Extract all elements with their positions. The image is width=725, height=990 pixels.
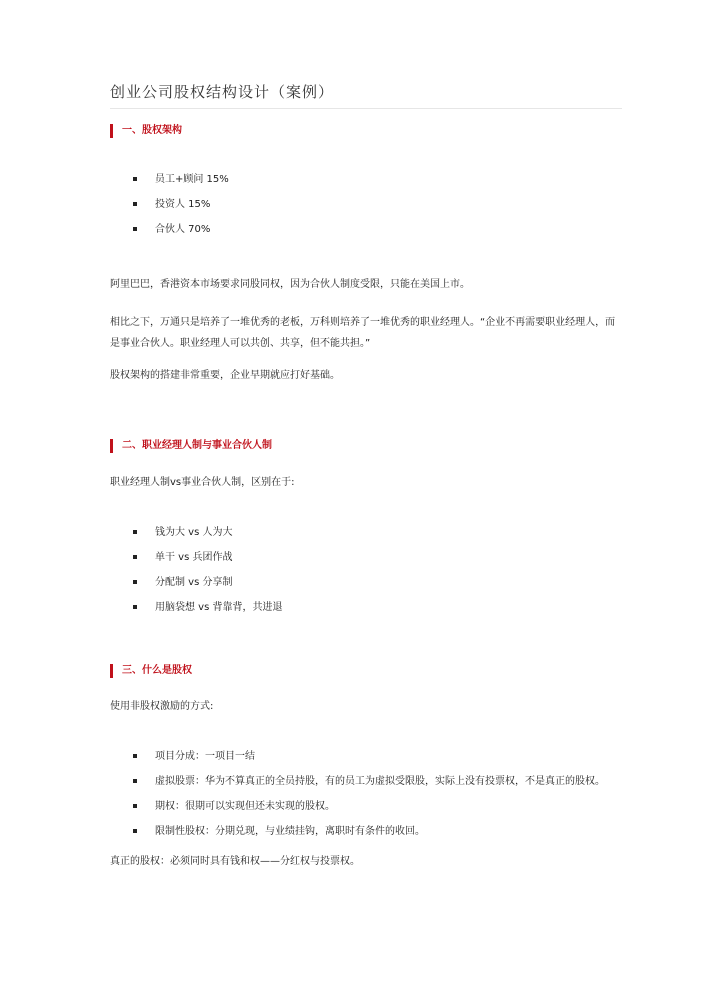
list-item: 用脑袋想 vs 背靠背，共进退 bbox=[110, 601, 622, 626]
equity-split-list bbox=[110, 173, 622, 248]
section-heading-equity-structure: 一、股权架构 bbox=[110, 124, 182, 138]
non-equity-incentive-list bbox=[110, 750, 622, 850]
list-item: 期权：很期可以实现但还未实现的股权。 bbox=[110, 800, 622, 825]
list-item: 分配制 vs 分享制 bbox=[110, 576, 622, 601]
bullet-icon bbox=[133, 804, 137, 808]
list-item: 限制性股权：分期兑现，与业绩挂钩，离职时有条件的收回。 bbox=[110, 825, 622, 850]
bullet-icon bbox=[133, 779, 137, 783]
list-item: 员工+顾问 15% bbox=[110, 173, 622, 198]
bullet-icon bbox=[133, 605, 137, 609]
bullet-icon bbox=[133, 580, 137, 584]
list-item: 虚拟股票：华为不算真正的全员持股，有的员工为虚拟受限股，实际上没有投票权，不是真正的股权。 bbox=[110, 775, 622, 800]
bullet-icon bbox=[133, 227, 137, 231]
paragraph-alibaba: 阿里巴巴，香港资本市场要求同股同权，因为合伙人制度受限，只能在美国上市。 bbox=[110, 279, 470, 290]
document-page bbox=[110, 0, 622, 990]
bullet-icon bbox=[133, 555, 137, 559]
section-heading-manager-vs-partner: 二、职业经理人制与事业合伙人制 bbox=[110, 439, 272, 453]
paragraph-non-equity-intro: 使用非股权激励的方式: bbox=[110, 701, 214, 712]
bullet-icon bbox=[133, 829, 137, 833]
bullet-icon bbox=[133, 754, 137, 758]
bullet-icon bbox=[133, 177, 137, 181]
paragraph-vantone-vanke: 相比之下，万通只是培养了一堆优秀的老板，万科则培养了一堆优秀的职业经理人。“企业不再需要职业经理人，而是事业合伙人。职业经理人可以共创、共享，但不能共担。” bbox=[110, 317, 616, 349]
list-item: 投资人 15% bbox=[110, 198, 622, 223]
title-divider bbox=[110, 108, 622, 109]
list-item: 单干 vs 兵团作战 bbox=[110, 551, 622, 576]
list-item: 项目分成：一项目一结 bbox=[110, 750, 622, 775]
list-item: 合伙人 70% bbox=[110, 223, 622, 248]
bullet-icon bbox=[133, 202, 137, 206]
section-heading-what-is-equity: 三、什么是股权 bbox=[110, 664, 192, 678]
list-item: 钱为大 vs 人为大 bbox=[110, 526, 622, 551]
paragraph-comparison-intro: 职业经理人制vs事业合伙人制，区别在于: bbox=[110, 477, 295, 488]
paragraph-true-equity: 真正的股权：必须同时具有钱和权——分红权与投票权。 bbox=[110, 856, 360, 867]
comparison-list bbox=[110, 526, 622, 626]
bullet-icon bbox=[133, 530, 137, 534]
paragraph-equity-importance: 股权架构的搭建非常重要，企业早期就应打好基础。 bbox=[110, 370, 340, 381]
document-title: 创业公司股权结构设计（案例） bbox=[110, 83, 335, 101]
